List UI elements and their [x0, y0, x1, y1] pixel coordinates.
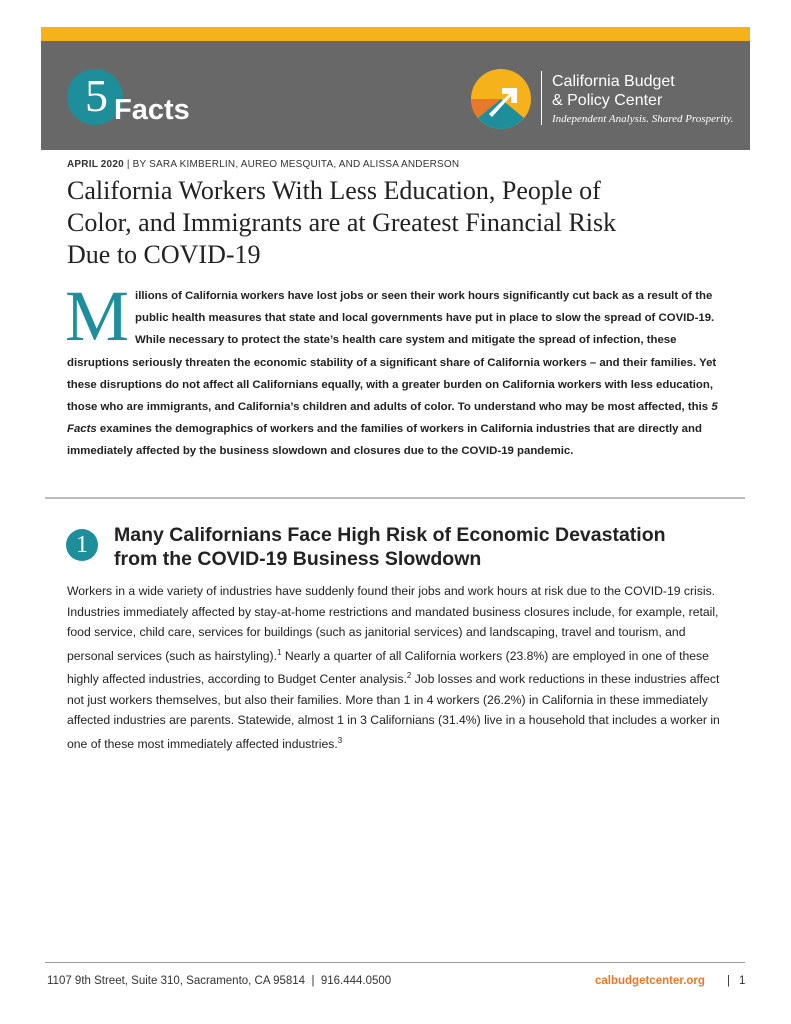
org-tagline: Independent Analysis. Shared Prosperity.	[552, 113, 734, 125]
drop-cap: M	[65, 276, 130, 356]
page-title	[67, 175, 737, 271]
section-heading	[114, 523, 734, 571]
section-divider	[45, 497, 745, 499]
footnote-ref-1[interactable]: 1	[276, 647, 282, 657]
body-part2: Nearly a quarter of all California workers (23.8%) are employed in one of these highly affected industries, according to Budget Center analysis.	[67, 648, 709, 687]
section-number-badge: 1	[66, 529, 98, 561]
intro-emphasis: 5 Facts	[67, 401, 718, 436]
budget-center-logo-icon	[469, 67, 533, 131]
section-heading-line2: from the COVID-19 Business Slowdown	[114, 548, 482, 570]
byline-separator: |	[126, 159, 130, 170]
page-number: 1	[739, 975, 746, 987]
footnote-ref-2[interactable]: 2	[406, 671, 412, 681]
footer-website-link[interactable]: calbudgetcenter.org	[595, 975, 705, 987]
org-name-line2: & Policy Center	[552, 92, 663, 109]
org-name	[552, 72, 675, 110]
intro-text-1: illions of California workers have lost jobs or seen their work hours significantly cut back as a result of the public health measures that state and local governments have put in place to slow the spread of COVID-19. While necessary to protect the state’s health care system and mitigate the spread of infection, these disruptions seriously threaten the economic stability of a significant share of California workers – and their families. Yet these disruptions do not affect all Californians equally, with a greater burden on California workers with less education, those who are immigrants, and California’s children and adults of color. To understand who may be most affected, this	[67, 290, 717, 414]
authors: BY SARA KIMBERLIN, AUREO MESQUITA, AND ALISSA ANDERSON	[132, 159, 460, 170]
section-body	[67, 581, 735, 754]
title-line2: Color, and Immigrants are at Greatest Financial Risk	[67, 208, 617, 237]
title-line3: Due to COVID-19	[67, 240, 261, 269]
footer-address: 1107 9th Street, Suite 310, Sacramento, CA 95814 | 916.444.0500	[47, 975, 392, 987]
publication-date: APRIL 2020	[67, 159, 124, 170]
org-name-line1: California Budget	[552, 73, 675, 90]
five-facts-number: 5	[85, 70, 108, 121]
title-line1: California Workers With Less Education, People of	[67, 176, 601, 205]
intro-paragraph	[65, 276, 737, 463]
body-part3: Job losses and work reductions in these industries affect not just workers themselves, but also their families. More than 1 in 4 workers (26.2%) in California in these immediately affected industries are parents. Statewide, almost 1 in 3 Californians (31.4%) live in a household that includes a worker in one of these most immediately affected industries.	[67, 672, 720, 751]
intro-text-2: examines the demographics of workers and the families of workers in California industries that are directly and immediately affected by the business slowdown and closures due to the COVID-19 pandemic.	[67, 423, 702, 458]
body-part1: Workers in a wide variety of industries have suddenly found their jobs and work hours at risk due to the COVID-19 crisis. Industries immediately affected by stay-at-home restrictions and mandated business closures include, for example, retail, food service, child care, services for buildings (such as janitorial services) and landscaping, travel and tourism, and personal services (such as hairstyling).	[67, 584, 719, 663]
byline	[67, 159, 459, 170]
section-heading-line1: Many Californians Face High Risk of Economic Devastation	[114, 524, 666, 546]
footer-separator: |	[727, 975, 730, 987]
footer-divider	[45, 962, 745, 963]
five-facts-word: Facts	[114, 94, 190, 126]
logo-divider	[541, 71, 542, 125]
header-banner	[41, 41, 750, 150]
header-accent-bar	[41, 27, 750, 41]
footnote-ref-3[interactable]: 3	[337, 735, 343, 745]
